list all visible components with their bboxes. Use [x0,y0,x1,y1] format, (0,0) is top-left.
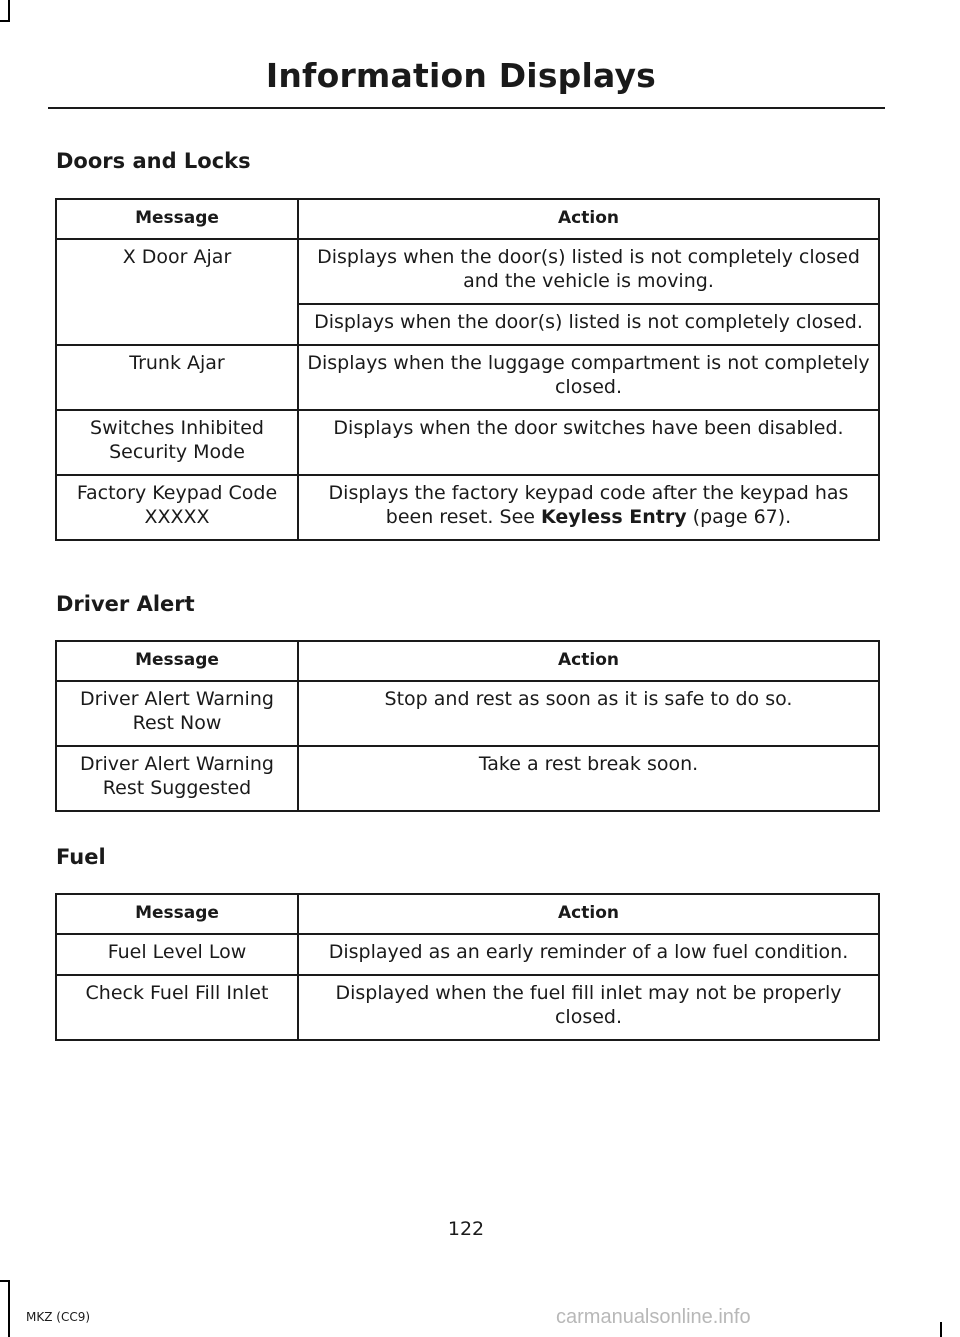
keyless-entry-link[interactable]: Keyless Entry [540,506,687,528]
page-number: 122 [447,1218,485,1240]
table-header-row [56,641,879,681]
action-cell: Displayed as an early reminder of a low fuel condition. [298,934,879,975]
section-title-doors-and-locks: Doors and Locks [56,149,251,173]
table-row [56,239,879,304]
action-cell: Displays when the door(s) listed is not completely closed. [298,304,879,345]
watermark: carmanualsonline.info [556,1306,751,1328]
page-title: Information Displays [265,56,656,95]
action-cell: Displayed when the fuel fill inlet may not be properly closed. [298,975,879,1040]
action-cell: Take a rest break soon. [298,746,879,811]
column-header-message: Message [56,894,298,934]
table-row [56,410,879,475]
message-cell: X Door Ajar [56,239,298,304]
message-cell: Factory Keypad Code XXXXX [56,475,298,540]
crop-mark [0,1280,10,1282]
table-row [56,304,879,345]
crop-mark [0,20,10,22]
header-divider [48,107,885,109]
table-row [56,475,879,540]
message-cell: Driver Alert Warning Rest Suggested [56,746,298,811]
crop-mark [940,1322,942,1337]
crop-mark [8,1280,10,1337]
page-reference: (page 67). [686,506,792,528]
message-cell: Check Fuel Fill Inlet [56,975,298,1040]
action-cell: Displays when the door switches have been disabled. [298,410,879,475]
action-cell [298,475,879,540]
message-cell: Trunk Ajar [56,345,298,410]
column-header-message: Message [56,199,298,239]
action-cell: Stop and rest as soon as it is safe to do so. [298,681,879,746]
section-title-driver-alert: Driver Alert [56,592,195,616]
section-title-fuel: Fuel [56,845,106,869]
table-header-row [56,199,879,239]
message-cell: Driver Alert Warning Rest Now [56,681,298,746]
table-row [56,934,879,975]
message-cell: Fuel Level Low [56,934,298,975]
table-row [56,746,879,811]
table-row [56,975,879,1040]
column-header-message: Message [56,641,298,681]
message-cell [56,304,298,345]
crop-mark [8,0,10,22]
driver-alert-table [55,640,880,812]
action-cell: Displays when the door(s) listed is not completely closed and the vehicle is moving. [298,239,879,304]
action-cell: Displays when the luggage compartment is not completely closed. [298,345,879,410]
table-header-row [56,894,879,934]
action-text: Displays the factory keypad code after the keypad has been reset. See [328,482,849,528]
fuel-table [55,893,880,1041]
column-header-action: Action [298,199,879,239]
doors-and-locks-table [55,198,880,541]
table-row [56,345,879,410]
message-cell: Switches Inhibited Security Mode [56,410,298,475]
column-header-action: Action [298,894,879,934]
column-header-action: Action [298,641,879,681]
table-row [56,681,879,746]
model-code: MKZ (CC9) [26,1310,91,1324]
